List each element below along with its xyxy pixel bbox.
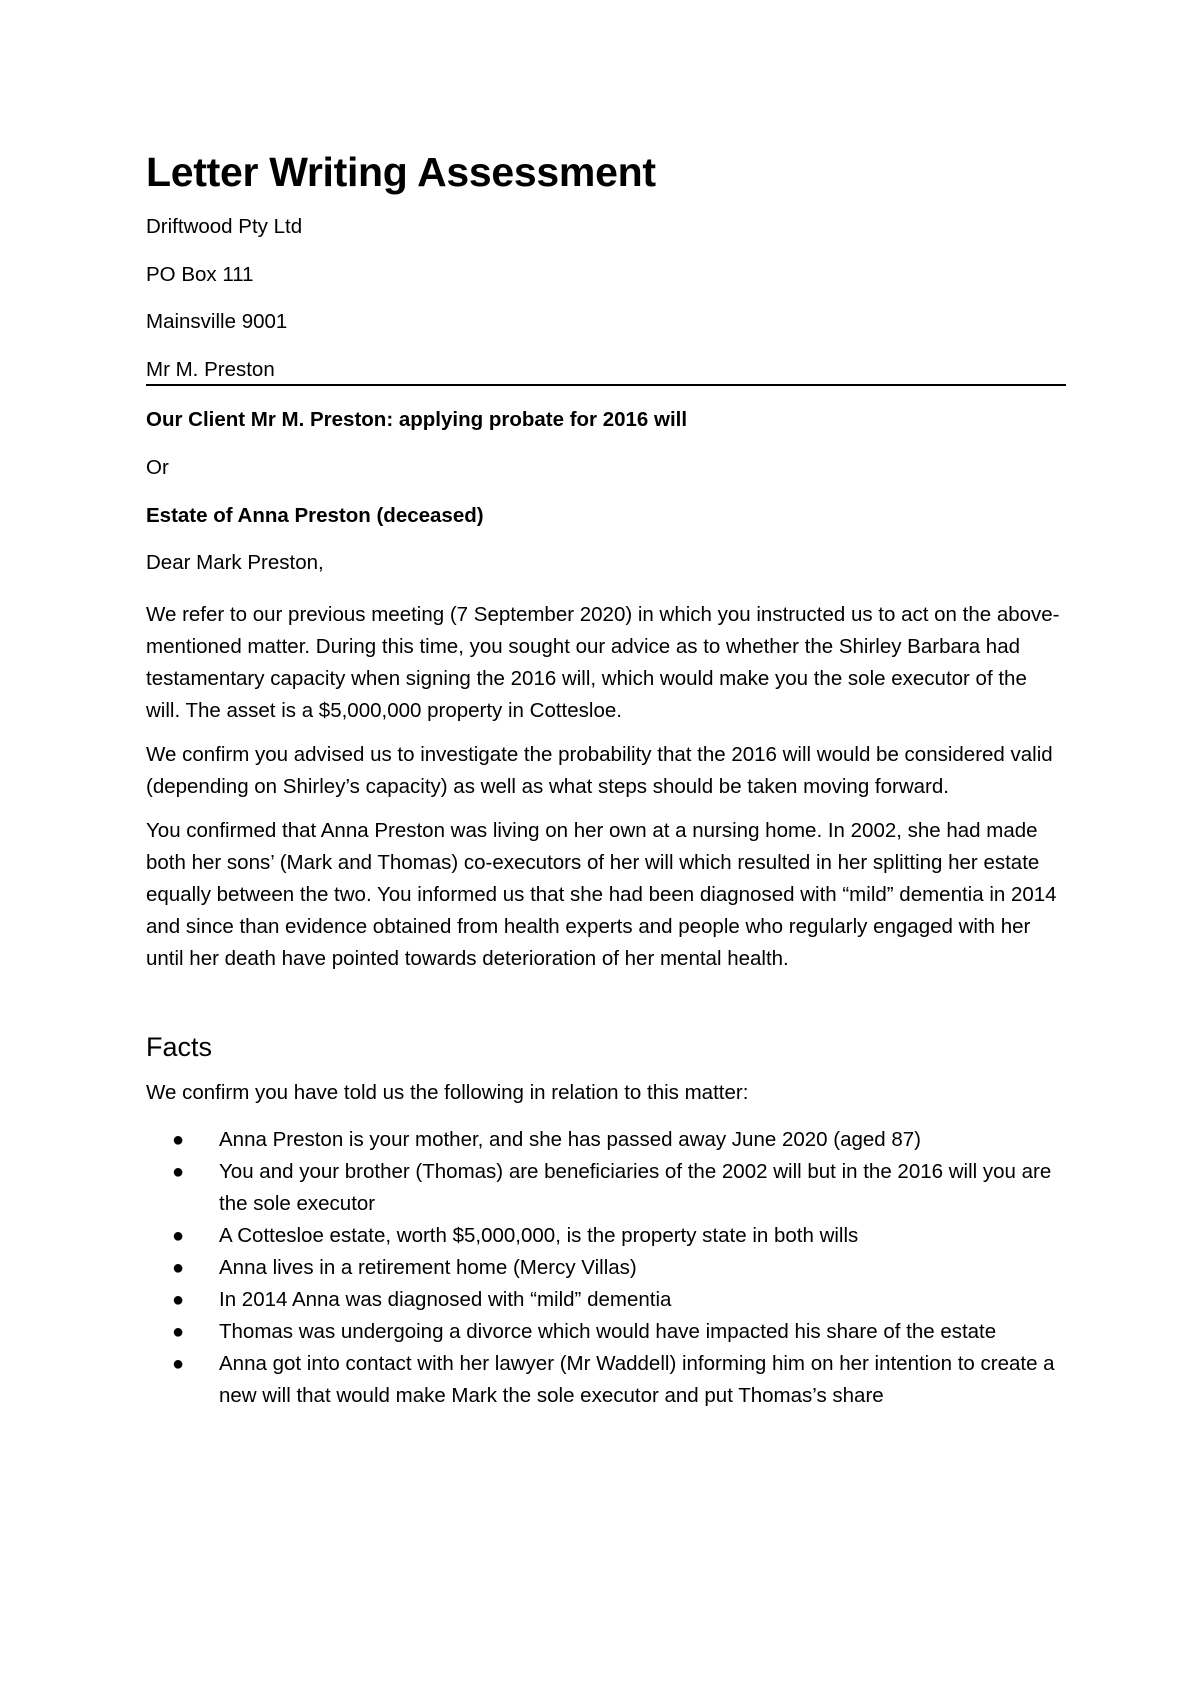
list-item-text: Anna got into contact with her lawyer (Mr Waddell) informing him on her intention to create a new will that would make Mark the sole executor and put Thomas’s share	[219, 1351, 1055, 1407]
subject-line-estate: Estate of Anna Preston (deceased)	[146, 503, 484, 527]
facts-intro: We confirm you have told us the following in relation to this matter:	[146, 1081, 749, 1105]
facts-list	[146, 1124, 1066, 1412]
list-item	[146, 1316, 1066, 1348]
bullet-icon: ●	[172, 1320, 185, 1343]
list-item-text: Anna Preston is your mother, and she has passed away June 2020 (aged 87)	[219, 1127, 922, 1151]
address-divider	[146, 384, 1066, 386]
list-item	[146, 1124, 1066, 1156]
body-paragraph: We confirm you advised us to investigate the probability that the 2016 will would be considered valid (depending on Shirley’s capacity) as well as what steps should be taken moving forward.	[146, 742, 1053, 798]
body-paragraph: You confirmed that Anna Preston was living on her own at a nursing home. In 2002, she had made both her sons’ (Mark and Thomas) co-executors of her will which resulted in her splitting her estate equally between the two. You informed us that she had been diagnosed with “mild” dementia in 2014 and since than evidence obtained from health experts and people who regularly engaged with her until her death have pointed towards deterioration of her mental health.	[146, 818, 1057, 970]
address-po-box: PO Box 111	[146, 262, 254, 286]
bullet-icon: ●	[172, 1224, 185, 1247]
list-item	[146, 1220, 1066, 1252]
list-item-text: You and your brother (Thomas) are beneficiaries of the 2002 will but in the 2016 will you are the sole executor	[219, 1159, 1052, 1215]
address-town: Mainsville 9001	[146, 310, 288, 334]
list-item-text: Anna lives in a retirement home (Mercy Villas)	[219, 1255, 637, 1279]
bullet-icon: ●	[172, 1256, 185, 1279]
list-item	[146, 1252, 1066, 1284]
bullet-icon: ●	[172, 1288, 185, 1311]
list-item	[146, 1348, 1066, 1412]
list-item-text: A Cottesloe estate, worth $5,000,000, is the property state in both wills	[219, 1223, 859, 1247]
list-item-text: In 2014 Anna was diagnosed with “mild” dementia	[219, 1287, 672, 1311]
subject-line-client: Our Client Mr M. Preston: applying probate for 2016 will	[146, 408, 688, 432]
facts-heading: Facts	[146, 1031, 213, 1062]
list-item	[146, 1284, 1066, 1316]
body-paragraph: We refer to our previous meeting (7 September 2020) in which you instructed us to act on the above-mentioned matter. During this time, you sought our advice as to whether the Shirley Barbara had testamentary capacity when signing the 2016 will, which would make you the sole executor of the will. The asset is a $5,000,000 property in Cottesloe.	[146, 602, 1060, 722]
subject-or: Or	[146, 456, 169, 480]
bullet-icon: ●	[172, 1128, 185, 1151]
bullet-icon: ●	[172, 1352, 185, 1375]
list-item-text: Thomas was undergoing a divorce which would have impacted his share of the estate	[219, 1319, 997, 1343]
salutation: Dear Mark Preston,	[146, 551, 324, 575]
list-item	[146, 1156, 1066, 1220]
bullet-icon: ●	[172, 1160, 185, 1183]
document-title: Letter Writing Assessment	[146, 149, 656, 195]
address-company: Driftwood Pty Ltd	[146, 215, 303, 239]
document-page	[146, 150, 1066, 1412]
address-recipient: Mr M. Preston	[146, 357, 275, 381]
